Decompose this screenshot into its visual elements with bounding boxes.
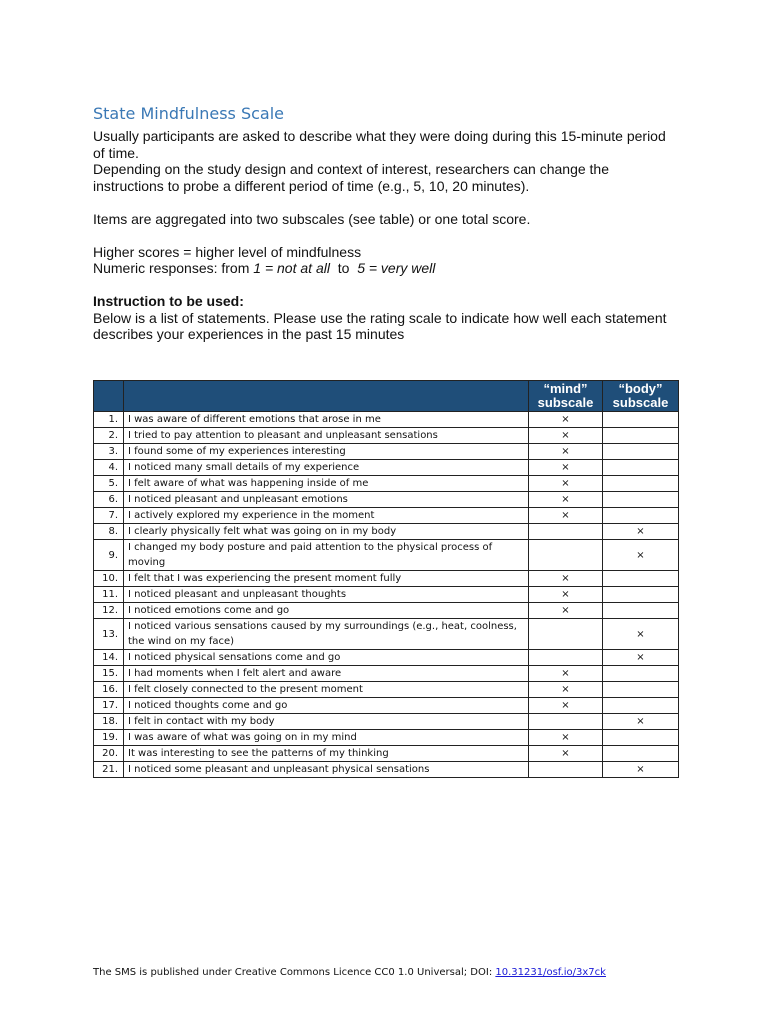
intro-section — [93, 128, 673, 343]
item-text: I noticed emotions come and go — [124, 603, 529, 619]
mind-subscale-cell — [529, 571, 603, 587]
table-row — [94, 476, 679, 492]
check-mark-icon: × — [561, 748, 570, 759]
body-subscale-cell — [603, 650, 679, 666]
table-row — [94, 508, 679, 524]
item-number: 9. — [94, 540, 124, 571]
table-row — [94, 492, 679, 508]
body-subscale-cell — [603, 476, 679, 492]
intro-line-1: Usually participants are asked to describe what they were doing during this 15-minute period of time. — [93, 128, 666, 161]
table-row — [94, 444, 679, 460]
item-text: I actively explored my experience in the moment — [124, 508, 529, 524]
instruction-heading: Instruction to be used: — [93, 293, 244, 309]
item-text: I noticed thoughts come and go — [124, 698, 529, 714]
table-row — [94, 619, 679, 650]
item-text: I noticed pleasant and unpleasant thoughts — [124, 587, 529, 603]
check-mark-icon: × — [561, 430, 570, 441]
mind-subscale-cell — [529, 444, 603, 460]
table-row — [94, 730, 679, 746]
table-row — [94, 746, 679, 762]
check-mark-icon: × — [561, 478, 570, 489]
check-mark-icon: × — [561, 446, 570, 457]
table-row — [94, 412, 679, 428]
item-text: I changed my body posture and paid attention to the physical process of moving — [124, 540, 529, 571]
item-number: 2. — [94, 428, 124, 444]
mind-subscale-cell — [529, 682, 603, 698]
item-text: I felt aware of what was happening inside of me — [124, 476, 529, 492]
item-number: 21. — [94, 762, 124, 778]
mind-subscale-cell — [529, 603, 603, 619]
body-subscale-cell — [603, 587, 679, 603]
item-number: 14. — [94, 650, 124, 666]
body-subscale-cell — [603, 524, 679, 540]
mind-subscale-cell — [529, 412, 603, 428]
footer — [93, 967, 606, 978]
item-number: 1. — [94, 412, 124, 428]
check-mark-icon: × — [561, 684, 570, 695]
item-number: 20. — [94, 746, 124, 762]
body-subscale-cell — [603, 682, 679, 698]
item-text: I felt in contact with my body — [124, 714, 529, 730]
table-row — [94, 603, 679, 619]
mind-subscale-cell — [529, 524, 603, 540]
item-text: I was aware of what was going on in my mind — [124, 730, 529, 746]
body-subscale-cell — [603, 666, 679, 682]
item-number: 11. — [94, 587, 124, 603]
check-mark-icon: × — [636, 549, 645, 561]
item-text: I was aware of different emotions that arose in me — [124, 412, 529, 428]
check-mark-icon: × — [561, 700, 570, 711]
table-row — [94, 460, 679, 476]
mind-subscale-cell — [529, 762, 603, 778]
header-number — [94, 381, 124, 412]
table-row — [94, 587, 679, 603]
item-number: 18. — [94, 714, 124, 730]
item-text: I felt that I was experiencing the present moment fully — [124, 571, 529, 587]
mind-subscale-cell — [529, 619, 603, 650]
body-subscale-cell — [603, 540, 679, 571]
body-subscale-cell — [603, 698, 679, 714]
table-header-row — [94, 381, 679, 412]
table-row — [94, 540, 679, 571]
body-subscale-cell — [603, 444, 679, 460]
item-text: I noticed many small details of my experience — [124, 460, 529, 476]
item-number: 13. — [94, 619, 124, 650]
mind-subscale-cell — [529, 698, 603, 714]
table-row — [94, 682, 679, 698]
numeric-responses: Numeric responses: from 1 = not at all to 5 = very well — [93, 260, 436, 276]
table-row — [94, 714, 679, 730]
body-subscale-cell — [603, 762, 679, 778]
check-mark-icon: × — [561, 573, 570, 584]
mind-subscale-cell — [529, 460, 603, 476]
item-text: I clearly physically felt what was going on in my body — [124, 524, 529, 540]
table-row — [94, 524, 679, 540]
mind-subscale-cell — [529, 714, 603, 730]
intro-line-3: Items are aggregated into two subscales (see table) or one total score. — [93, 210, 531, 227]
item-number: 10. — [94, 571, 124, 587]
footer-text: The SMS is published under Creative Commons Licence CC0 1.0 Universal; DOI: — [93, 967, 496, 978]
items-table — [93, 380, 679, 778]
item-number: 7. — [94, 508, 124, 524]
check-mark-icon: × — [636, 716, 645, 727]
table-row — [94, 571, 679, 587]
body-subscale-cell — [603, 492, 679, 508]
header-body-subscale: “body” subscale — [603, 381, 679, 412]
intro-line-2: Depending on the study design and context of interest, researchers can change the instructions to probe a different period of time (e.g., 5, 10, 20 minutes). — [93, 161, 610, 194]
mind-subscale-cell — [529, 746, 603, 762]
check-mark-icon: × — [561, 462, 570, 473]
item-text: I noticed physical sensations come and go — [124, 650, 529, 666]
item-text: I tried to pay attention to pleasant and unpleasant sensations — [124, 428, 529, 444]
body-subscale-cell — [603, 412, 679, 428]
body-subscale-cell — [603, 428, 679, 444]
mind-subscale-cell — [529, 540, 603, 571]
instruction-text: Below is a list of statements. Please use the rating scale to indicate how well each statement describes your experiences in the past 15 minutes — [93, 309, 667, 342]
body-subscale-cell — [603, 460, 679, 476]
item-text: I found some of my experiences interesting — [124, 444, 529, 460]
check-mark-icon: × — [561, 494, 570, 505]
mind-subscale-cell — [529, 730, 603, 746]
item-number: 19. — [94, 730, 124, 746]
table-row — [94, 698, 679, 714]
mind-subscale-cell — [529, 428, 603, 444]
body-subscale-cell — [603, 571, 679, 587]
mind-subscale-cell — [529, 650, 603, 666]
check-mark-icon: × — [561, 668, 570, 679]
item-number: 5. — [94, 476, 124, 492]
mind-subscale-cell — [529, 476, 603, 492]
item-number: 16. — [94, 682, 124, 698]
intro-line-4: Higher scores = higher level of mindfulness — [93, 243, 362, 260]
body-subscale-cell — [603, 619, 679, 650]
check-mark-icon: × — [561, 605, 570, 616]
check-mark-icon: × — [561, 510, 570, 521]
check-mark-icon: × — [561, 732, 570, 743]
table-body — [94, 412, 679, 778]
item-number: 6. — [94, 492, 124, 508]
header-mind-subscale: “mind” subscale — [529, 381, 603, 412]
item-number: 17. — [94, 698, 124, 714]
page-title: State Mindfulness Scale — [93, 104, 284, 123]
body-subscale-cell — [603, 603, 679, 619]
table-row — [94, 650, 679, 666]
body-subscale-cell — [603, 508, 679, 524]
body-subscale-cell — [603, 746, 679, 762]
mind-subscale-cell — [529, 587, 603, 603]
check-mark-icon: × — [636, 526, 645, 537]
item-number: 8. — [94, 524, 124, 540]
doi-link[interactable]: 10.31231/osf.io/3x7ck — [495, 967, 606, 978]
item-text: I noticed pleasant and unpleasant emotions — [124, 492, 529, 508]
check-mark-icon: × — [636, 764, 645, 775]
mind-subscale-cell — [529, 508, 603, 524]
item-text: I noticed some pleasant and unpleasant physical sensations — [124, 762, 529, 778]
item-text: I felt closely connected to the present moment — [124, 682, 529, 698]
item-number: 3. — [94, 444, 124, 460]
table-row — [94, 428, 679, 444]
item-number: 4. — [94, 460, 124, 476]
item-number: 15. — [94, 666, 124, 682]
check-mark-icon: × — [561, 589, 570, 600]
item-number: 12. — [94, 603, 124, 619]
body-subscale-cell — [603, 730, 679, 746]
check-mark-icon: × — [636, 628, 645, 640]
body-subscale-cell — [603, 714, 679, 730]
mind-subscale-cell — [529, 492, 603, 508]
table-row — [94, 666, 679, 682]
item-text: I had moments when I felt alert and aware — [124, 666, 529, 682]
item-text: It was interesting to see the patterns of my thinking — [124, 746, 529, 762]
mind-subscale-cell — [529, 666, 603, 682]
item-text: I noticed various sensations caused by my surroundings (e.g., heat, coolness, the wind on my face) — [124, 619, 529, 650]
header-item — [124, 381, 529, 412]
table-row — [94, 762, 679, 778]
check-mark-icon: × — [636, 652, 645, 663]
check-mark-icon: × — [561, 414, 570, 425]
